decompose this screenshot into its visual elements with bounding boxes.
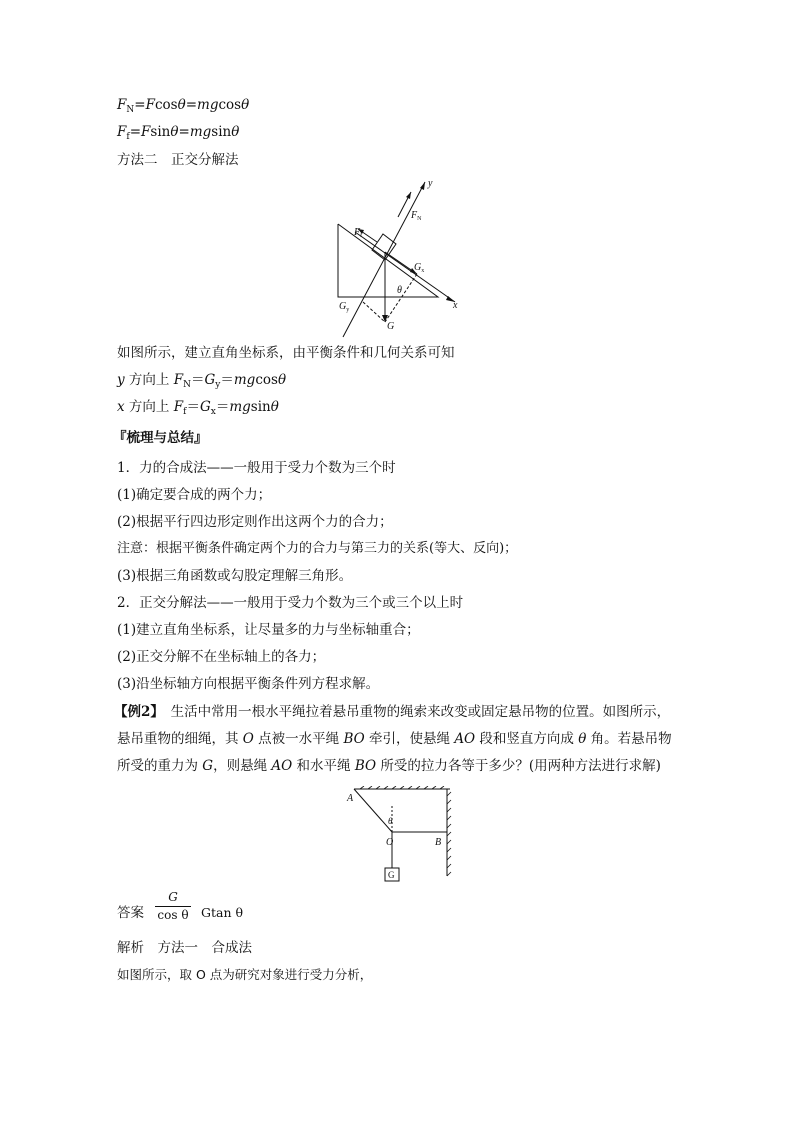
formula-subscript: y [215, 380, 221, 390]
formula-symbol: θ [241, 97, 250, 113]
formula-symbol: mg [233, 372, 256, 388]
axis-variable: x [117, 399, 125, 415]
x-axis-label: x [453, 300, 458, 311]
answer-label: 答案 [117, 905, 144, 921]
example-line-3 [117, 757, 661, 775]
formula-equals: = [178, 124, 190, 140]
formula-subscript: x [210, 407, 216, 417]
summary-item-5: (3)根据三角函数或勾股定理解三角形。 [117, 568, 353, 584]
example-text: 角。若悬吊物 [586, 731, 672, 747]
answer-second [201, 904, 243, 922]
formula-function: sin [250, 399, 271, 415]
hanging-weight-diagram [340, 786, 460, 886]
y-axis-arrowhead [420, 182, 425, 190]
formula-equals: ＝ [186, 399, 200, 415]
weight-label: G [388, 870, 395, 880]
formula-equals: ＝ [220, 372, 234, 388]
formula-symbol: θ [170, 124, 179, 140]
friction-force-label: $F_f$ [354, 227, 363, 239]
theta-label: θ [397, 285, 402, 296]
y-direction-equation [117, 371, 286, 394]
formula-symbol: mg [197, 97, 219, 113]
example-text: 所受的拉力各等于多少？(用两种方法进行求解) [376, 758, 661, 774]
formula-symbol: G [199, 399, 211, 415]
formula-equals: = [129, 124, 142, 140]
answer-fraction [155, 890, 191, 923]
formula-equals: = [134, 97, 146, 113]
summary-item-1: 1．力的合成法——一般用于受力个数为三个时 [117, 460, 396, 476]
formula-subscript: N [126, 105, 135, 115]
angle-symbol: θ [578, 731, 587, 747]
direction-text: 方向上 [124, 372, 174, 388]
direction-text: 方向上 [124, 399, 174, 415]
angle-theta-label: θ [388, 816, 393, 826]
point-o-label: O [386, 837, 394, 848]
example-text: 段和竖直方向成 [475, 731, 579, 747]
analysis-label: 解析 [117, 940, 144, 956]
formula-function: cos [218, 97, 242, 113]
formula-function: sin [150, 124, 171, 140]
summary-title: 『梳理与总结』 [113, 430, 208, 446]
formula-subscript: f [183, 407, 187, 417]
formula-equals: ＝ [190, 372, 205, 388]
formula-symbol: F [173, 399, 184, 415]
point-b-label: B [435, 837, 442, 848]
example-text: 和水平绳 [292, 758, 355, 774]
formula-subscript: N [183, 380, 191, 390]
normal-force-label: $F_N$ [411, 210, 422, 222]
formula-symbol: F [145, 97, 155, 113]
formula-symbol: θ [277, 372, 287, 388]
example-tag: 【例2】 [114, 704, 158, 720]
method-two-title: 方法二 正交分解法 [117, 152, 239, 168]
example-text: 悬吊重物的细绳，其 [117, 731, 243, 747]
formula-function: cos [154, 97, 178, 113]
example-text: 点被一水平绳 [253, 731, 344, 747]
point-a-label: A [347, 793, 354, 804]
dashed-line [363, 302, 385, 322]
x-direction-equation [117, 398, 279, 421]
summary-item-4: 注意：根据平衡条件确定两个力的合力与第三力的关系(等大、反向)； [117, 541, 518, 556]
formula-symbol: F [117, 97, 127, 113]
analysis-text: 方法一 合成法 [144, 940, 252, 956]
rope-symbol: AO [271, 758, 293, 774]
fraction-denominator: cos θ [157, 908, 189, 922]
summary-item-8: (2)正交分解不在坐标轴上的各力； [117, 649, 326, 665]
coordinate-paragraph: 如图所示，建立直角坐标系，由平衡条件和几何关系可知 [117, 345, 455, 361]
formula-symbol: G [204, 372, 216, 388]
rope-symbol: BO [343, 731, 365, 747]
formula-function: cos [255, 372, 278, 388]
gravity-label: G [387, 321, 395, 332]
formula-symbol: F [141, 124, 151, 140]
example-text: 牵引，使悬绳 [364, 731, 455, 747]
formula-function: sin [211, 124, 232, 140]
gravity-x-label: $G_x$ [414, 262, 425, 274]
formula-symbol: θ [231, 124, 240, 140]
fraction-numerator: G [168, 890, 178, 904]
incline-triangle [338, 224, 438, 297]
formula-equals: ＝ [215, 399, 230, 415]
y-axis-label: y [428, 178, 433, 189]
answer-symbol: G [201, 905, 211, 920]
summary-item-2: (1)确定要合成的两个力； [117, 487, 272, 503]
gravity-y-label: $G_y$ [339, 301, 350, 313]
formula-symbol: θ [270, 399, 279, 415]
example-text: 生活中常用一根水平绳拉着悬吊重物的绳索来改变或固定悬吊物的位置。如图所示， [157, 704, 671, 720]
formula-normal-force [117, 96, 249, 119]
fraction-bar [155, 906, 191, 907]
normal-arrowhead [406, 192, 411, 199]
formula-symbol: θ [177, 97, 186, 113]
summary-item-9: (3)沿坐标轴方向根据平衡条件列方程求解。 [117, 676, 380, 692]
rope-symbol: AO [454, 731, 476, 747]
formula-symbol: F [117, 124, 127, 140]
answer-function: tan θ [211, 905, 244, 920]
last-line: 如图所示，取 O 点为研究对象进行受力分析， [117, 967, 373, 982]
example-text: ，则悬绳 [213, 758, 272, 774]
formula-symbol: mg [189, 124, 212, 140]
example-line-2 [117, 730, 672, 748]
weight-symbol: G [202, 758, 214, 774]
incline-force-diagram [325, 172, 475, 340]
example-text: 所受的重力为 [117, 758, 203, 774]
summary-item-6: 2．正交分解法——一般用于受力个数为三个或三个以上时 [117, 595, 464, 611]
wall-hatching [447, 792, 451, 876]
formula-symbol: mg [229, 399, 251, 415]
axis-variable: y [117, 372, 125, 388]
example-line-1 [114, 703, 670, 721]
formula-friction-force [117, 123, 239, 146]
formula-subscript: f [126, 132, 130, 142]
formula-symbol: F [173, 372, 184, 388]
rope-symbol: BO [354, 758, 377, 774]
dashed-line [385, 274, 417, 322]
formula-equals: = [185, 97, 198, 113]
rope-ao [354, 789, 392, 832]
point-symbol: O [242, 731, 254, 747]
summary-item-7: (1)建立直角坐标系，让尽量多的力与坐标轴重合； [117, 622, 420, 638]
summary-item-3: (2)根据平行四边形定则作出这两个力的合力； [117, 514, 393, 530]
analysis-line [117, 939, 252, 957]
